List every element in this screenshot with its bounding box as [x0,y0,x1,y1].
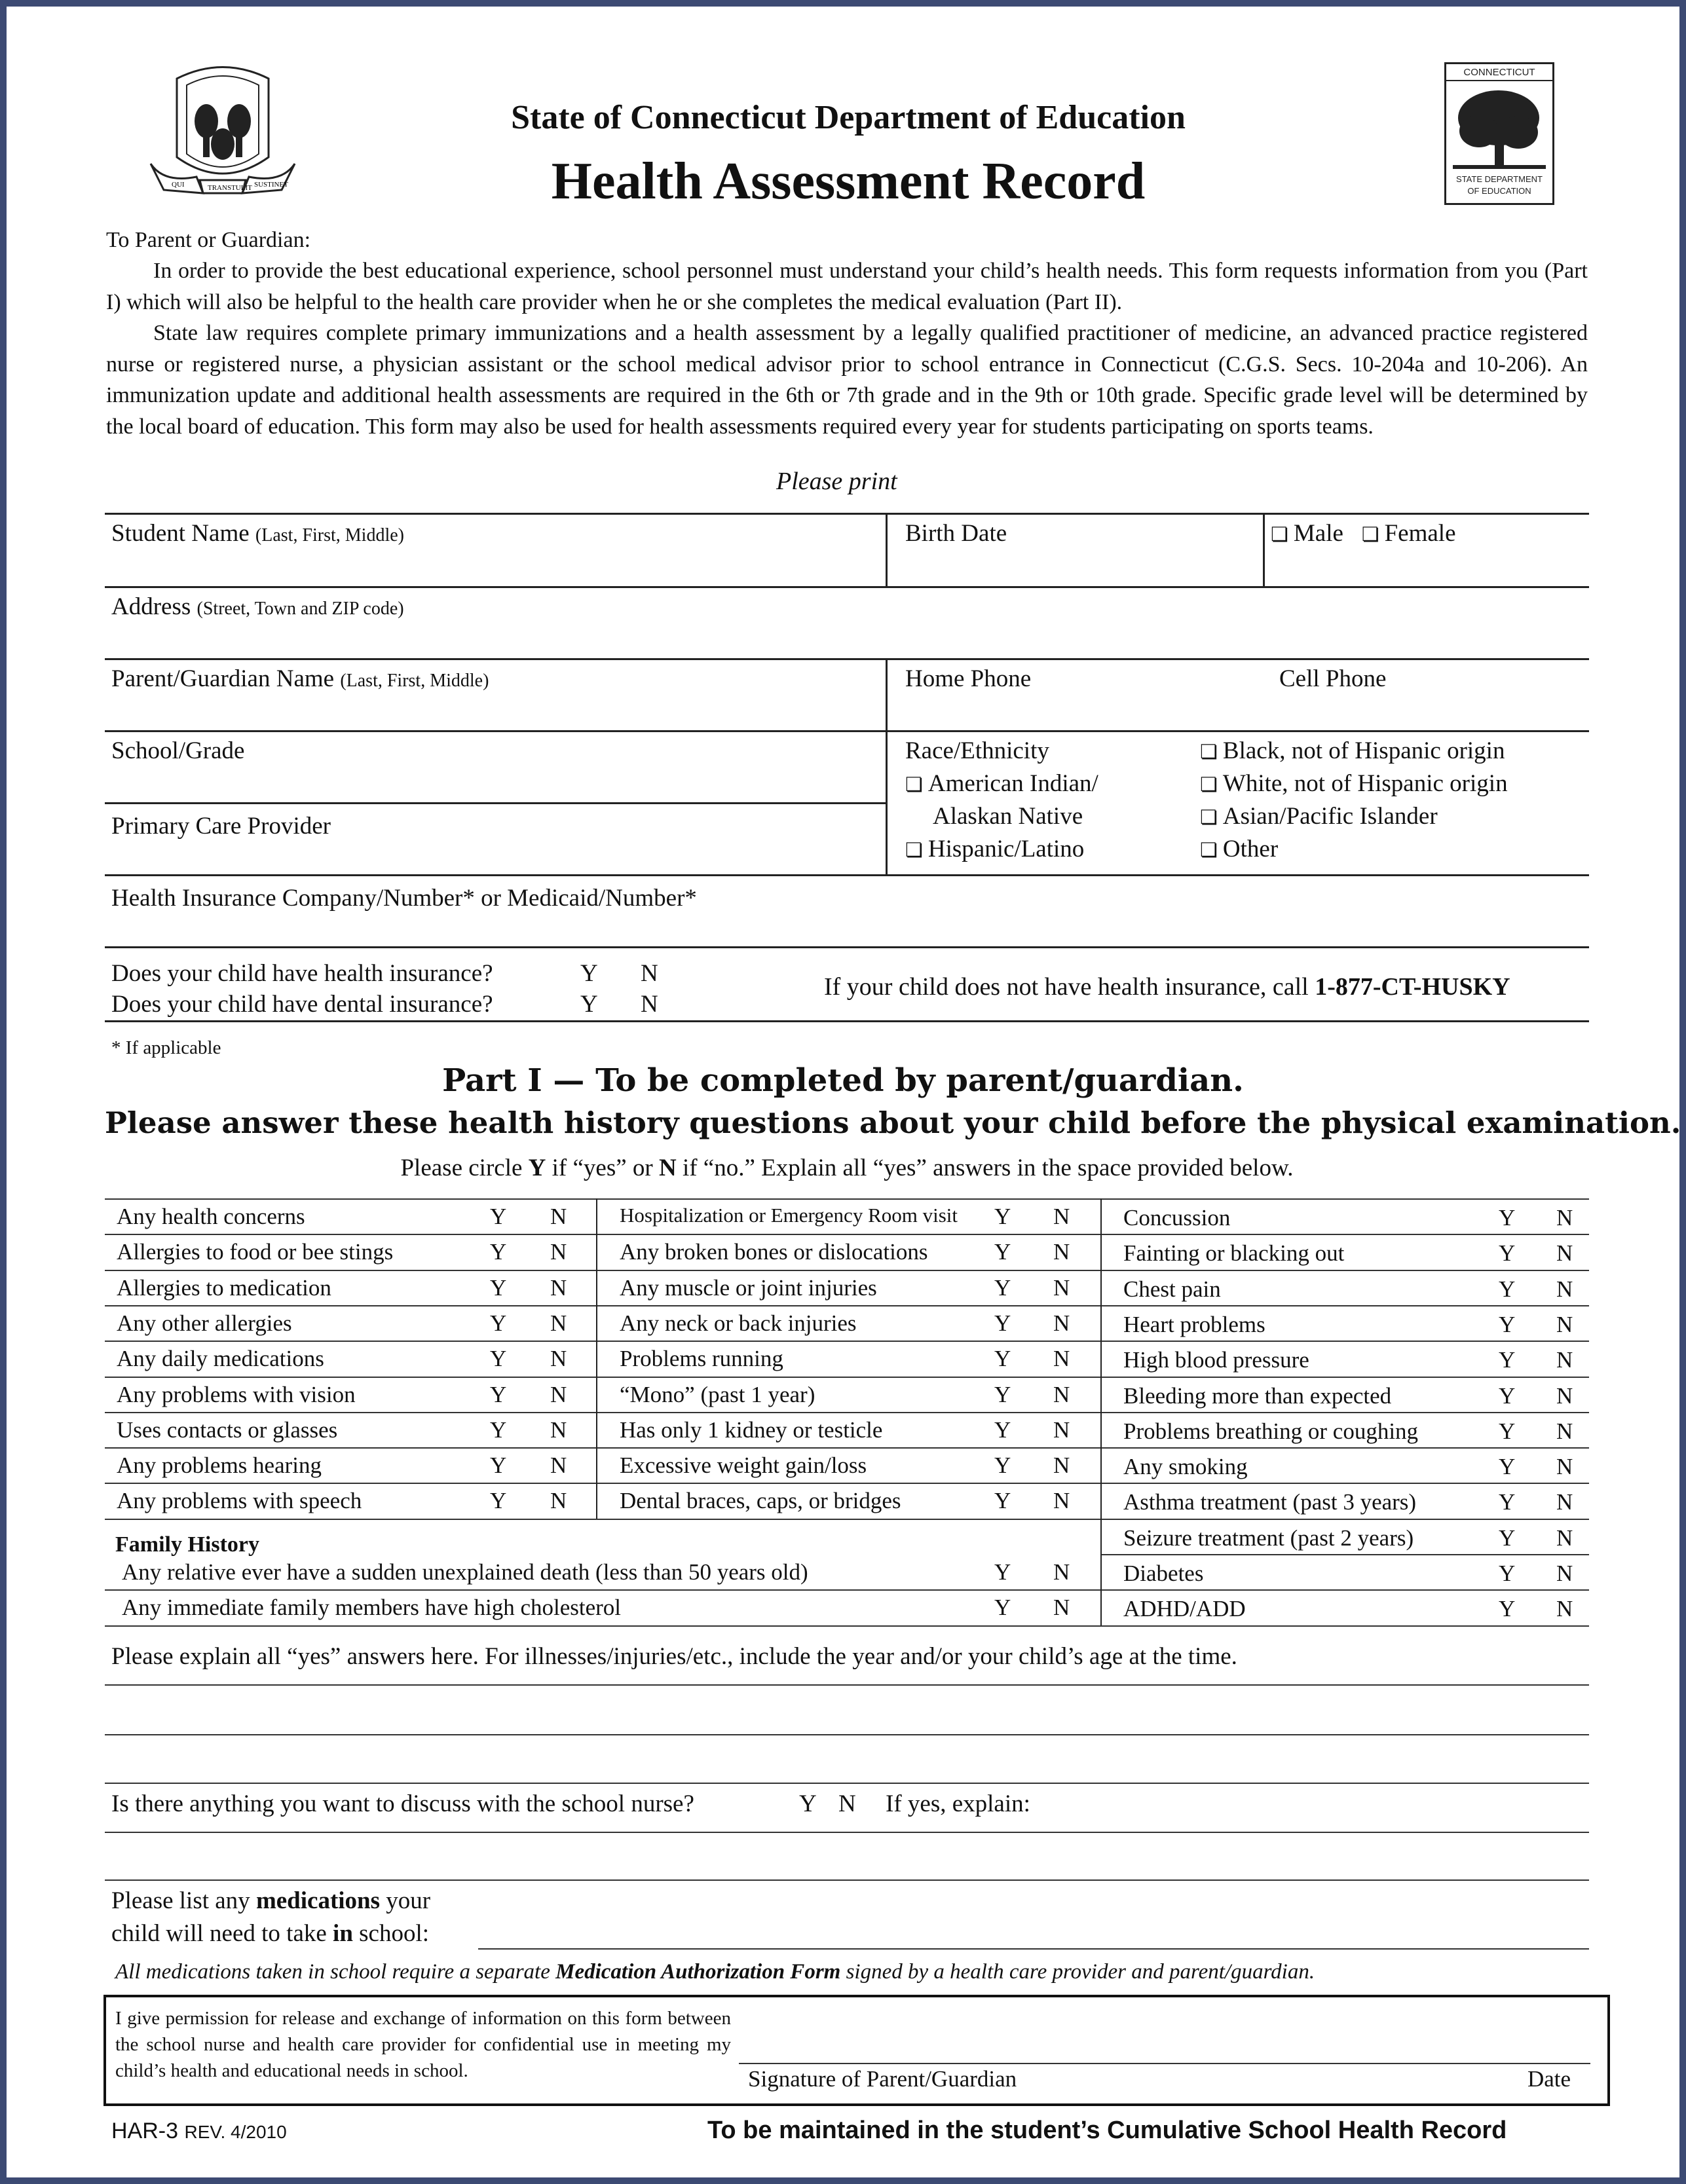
date-label: Date [1527,2066,1571,2092]
if-applicable-note: * If applicable [111,1037,221,1058]
male-checkbox[interactable]: ❏ Male [1271,519,1343,547]
question-yes[interactable]: Y [490,1275,507,1301]
please-print: Please print [776,468,897,495]
question-yes[interactable]: Y [994,1275,1011,1301]
consent-box [103,1995,1610,2106]
question-label: High blood pressure [1123,1347,1309,1373]
primary-care-field[interactable]: Primary Care Provider [111,813,331,840]
question-label: Chest pain [1123,1276,1221,1302]
signature-label: Signature of Parent/Guardian [748,2066,1017,2092]
address-field[interactable]: Address (Street, Town and ZIP code) [111,593,404,620]
question-label: Seizure treatment (past 2 years) [1123,1525,1414,1551]
question-yes[interactable]: Y [994,1453,1011,1478]
question-label: Allergies to food or bee stings [117,1239,394,1265]
question-yes[interactable]: Y [1499,1596,1516,1621]
consent-text: I give permission for release and exchange of information on this form between the school nurse and health care provider for confidential use in meeting my child’s health and educational needs in school. [115,2008,731,2081]
question-no[interactable]: N [1053,1346,1070,1371]
question-no[interactable]: N [1556,1312,1573,1337]
question-yes[interactable]: Y [1499,1347,1516,1373]
question-yes[interactable]: Y [994,1417,1011,1443]
question-no[interactable]: N [1556,1205,1573,1231]
question-yes[interactable]: Y [1499,1312,1516,1337]
dental-insurance-question: Does your child have dental insurance? [111,991,493,1018]
question-no[interactable]: N [1556,1347,1573,1373]
nurse-explain-line-1[interactable] [105,1832,1589,1833]
question-label: Any other allergies [117,1310,292,1336]
question-label: Any daily medications [117,1346,324,1371]
question-label: “Mono” (past 1 year) [620,1382,815,1407]
question-yes[interactable]: Y [490,1204,507,1229]
nurse-question: Is there anything you want to discuss with the school nurse? [111,1790,694,1817]
intro-paragraph-2: State law requires complete primary immunizations and a health assessment by a legally qualified practitioner of medicine, an advanced practice registered nurse or registered nurse, a physician assistant or the school medical advisor prior to school entrance in Connecticut (C.G.S. Secs. 10-204a and 10-206). An immunization update and additional health assessments are required in the 6th or 7th grade and in the 9th or 10th grade. Specific grade level will be determined by the local board of education. This form may also be used for health assessments required every year for students participating on sports teams. [106,321,1588,439]
white-checkbox[interactable]: ❏ White, not of Hispanic origin [1200,769,1508,798]
question-yes[interactable]: Y [994,1239,1011,1265]
family-question-no[interactable]: N [1053,1595,1070,1620]
family-question-label: Any immediate family members have high cholesterol [122,1595,622,1620]
husky-notice: If your child does not have health insurance, call 1-877-CT-HUSKY [824,973,1510,1001]
explain-line-1[interactable] [105,1684,1589,1686]
question-yes[interactable]: Y [994,1204,1011,1229]
question-label: Has only 1 kidney or testicle [620,1417,883,1443]
question-yes[interactable]: Y [490,1346,507,1371]
department-title: State of Connecticut Department of Education [511,99,1186,136]
nurse-explain-line-2[interactable] [105,1879,1589,1881]
question-no[interactable]: N [550,1382,567,1407]
question-no[interactable]: N [1053,1453,1070,1478]
question-no[interactable]: N [1556,1383,1573,1409]
question-no[interactable]: N [550,1488,567,1513]
medications-label: Please list any medications your child will need to take in school: [111,1887,431,1947]
family-question-no[interactable]: N [1053,1559,1070,1585]
explain-line-2[interactable] [105,1734,1589,1735]
question-label: Any broken bones or dislocations [620,1239,928,1265]
maintain-note: To be maintained in the student’s Cumulative School Health Record [707,2117,1507,2144]
question-no[interactable]: N [550,1310,567,1336]
intro-paragraph-1: In order to provide the best educational experience, school personnel must understand your child’s health needs. This form requests information from you (Part I) which will also be helpful to the health care provider when he or she completes the medical evaluation (Part II). [106,259,1588,314]
question-yes[interactable]: Y [490,1417,507,1443]
question-no[interactable]: N [550,1204,567,1229]
question-yes[interactable]: Y [490,1239,507,1265]
question-yes[interactable]: Y [1499,1205,1516,1231]
question-no[interactable]: N [550,1453,567,1478]
nurse-yes[interactable]: Y [799,1790,817,1817]
birth-date-field[interactable]: Birth Date [905,520,1007,547]
nurse-if-yes-label: If yes, explain: [886,1790,1030,1817]
state-seal-icon [138,59,308,203]
race-ethnicity-label: Race/Ethnicity [905,737,1049,764]
dental-insurance-no[interactable]: N [641,991,658,1018]
question-label: Excessive weight gain/loss [620,1453,867,1478]
family-history-heading: Family History [115,1532,260,1557]
question-no[interactable]: N [1053,1275,1070,1301]
question-no[interactable]: N [1556,1418,1573,1444]
question-no[interactable]: N [1556,1454,1573,1479]
explain-line-3[interactable] [105,1783,1589,1784]
question-yes[interactable]: Y [1499,1418,1516,1444]
question-yes[interactable]: Y [994,1346,1011,1371]
question-yes[interactable]: Y [490,1453,507,1478]
question-yes[interactable]: Y [994,1488,1011,1513]
health-insurance-question: Does your child have health insurance? [111,960,493,987]
svg-text:SUSTINET: SUSTINET [254,181,288,189]
question-no[interactable]: N [1053,1417,1070,1443]
question-label: Diabetes [1123,1561,1204,1586]
nurse-no[interactable]: N [838,1790,856,1817]
form-title: Health Assessment Record [551,153,1146,210]
question-label: ADHD/ADD [1123,1596,1246,1621]
question-no[interactable]: N [550,1346,567,1371]
question-yes[interactable]: Y [490,1488,507,1513]
part1-heading: Part I — To be completed by parent/guardian. [442,1062,1244,1099]
explain-yes-answers-label: Please explain all “yes” answers here. For illnesses/injuries/etc., include the year and/or your child’s age at the time. [111,1643,1237,1670]
question-label: Hospitalization or Emergency Room visit [620,1204,958,1227]
question-no[interactable]: N [550,1239,567,1265]
question-yes[interactable]: Y [1499,1489,1516,1515]
question-yes[interactable]: Y [1499,1561,1516,1586]
question-label: Bleeding more than expected [1123,1383,1392,1409]
svg-text:TRANSTULIT: TRANSTULIT [208,184,252,192]
question-label: Allergies to medication [117,1275,331,1301]
parent-name-field[interactable]: Parent/Guardian Name (Last, First, Middle) [111,665,489,692]
hispanic-checkbox[interactable]: ❏ Hispanic/Latino [905,835,1084,863]
question-label: Asthma treatment (past 3 years) [1123,1489,1417,1515]
question-label: Fainting or blacking out [1123,1240,1345,1266]
question-no[interactable]: N [1053,1382,1070,1407]
question-yes[interactable]: Y [490,1310,507,1336]
question-no[interactable]: N [1556,1596,1573,1621]
question-label: Uses contacts or glasses [117,1417,338,1443]
question-label: Any neck or back injuries [620,1310,857,1336]
family-question-yes[interactable]: Y [994,1559,1011,1585]
part1-subheading: Please answer these health history questions about your child before the physical examination. [105,1105,1681,1140]
form-page [7,7,1679,2177]
question-yes[interactable]: Y [1499,1276,1516,1302]
svg-text:QUI: QUI [172,181,185,189]
health-insurance-no[interactable]: N [641,960,658,987]
salutation: To Parent or Guardian: [106,228,311,252]
sex-checkboxes [1271,519,1456,547]
question-no[interactable]: N [1556,1276,1573,1302]
question-yes[interactable]: Y [1499,1454,1516,1479]
alaskan-native-label: Alaskan Native [933,803,1083,830]
question-yes[interactable]: Y [1499,1525,1516,1551]
home-phone-field[interactable]: Home Phone [905,665,1032,692]
question-label: Any problems hearing [117,1453,322,1478]
question-yes[interactable]: Y [994,1382,1011,1407]
question-label: Dental braces, caps, or bridges [620,1488,901,1513]
signature-line[interactable] [739,2063,1590,2064]
question-label: Any problems with speech [117,1488,362,1513]
form-id: HAR-3 REV. 4/2010 [111,2119,287,2143]
question-yes[interactable]: Y [490,1382,507,1407]
question-no[interactable]: N [1053,1239,1070,1265]
question-no[interactable]: N [550,1275,567,1301]
female-checkbox[interactable]: ❏ Female [1362,519,1456,547]
medications-line[interactable] [478,1948,1589,1950]
question-no[interactable]: N [1556,1240,1573,1266]
medication-authorization-note: All medications taken in school require a separate Medication Authorization Form signed by a health care provider and parent/guardian. [115,1960,1315,1984]
family-question-yes[interactable]: Y [994,1595,1011,1620]
question-no[interactable]: N [1053,1204,1070,1229]
school-grade-field[interactable]: School/Grade [111,737,245,764]
part1-instructions: Please circle Y if “yes” or N if “no.” Explain all “yes” answers in the space provided below. [400,1155,1294,1181]
question-label: Concussion [1123,1205,1231,1231]
question-no[interactable]: N [550,1417,567,1443]
black-checkbox[interactable]: ❏ Black, not of Hispanic origin [1200,737,1505,765]
dental-insurance-yes[interactable]: Y [580,991,598,1018]
question-label: Any smoking [1123,1454,1248,1479]
american-indian-checkbox[interactable]: ❏ American Indian/ [905,769,1098,798]
asian-checkbox[interactable]: ❏ Asian/Pacific Islander [1200,802,1438,830]
question-no[interactable]: N [1556,1489,1573,1515]
question-yes[interactable]: Y [1499,1383,1516,1409]
education-logo: CONNECTICUT STATE DEPARTMENT OF EDUCATION [1444,62,1554,205]
question-yes[interactable]: Y [994,1310,1011,1336]
question-no[interactable]: N [1556,1561,1573,1586]
question-label: Problems breathing or coughing [1123,1418,1419,1444]
health-insurance-yes[interactable]: Y [580,960,598,987]
question-label: Problems running [620,1346,783,1371]
question-no[interactable]: N [1556,1525,1573,1551]
insurance-company-field[interactable]: Health Insurance Company/Number* or Medicaid/Number* [111,885,697,912]
family-question-label: Any relative ever have a sudden unexplained death (less than 50 years old) [122,1559,808,1585]
question-label: Any problems with vision [117,1382,356,1407]
question-label: Heart problems [1123,1312,1265,1337]
question-yes[interactable]: Y [1499,1240,1516,1266]
cell-phone-field[interactable]: Cell Phone [1279,665,1387,692]
tree-icon [1453,85,1546,170]
question-no[interactable]: N [1053,1488,1070,1513]
student-name-field[interactable]: Student Name (Last, First, Middle) [111,520,404,547]
question-label: Any health concerns [117,1204,305,1229]
other-race-checkbox[interactable]: ❏ Other [1200,835,1278,863]
question-label: Any muscle or joint injuries [620,1275,877,1301]
question-no[interactable]: N [1053,1310,1070,1336]
